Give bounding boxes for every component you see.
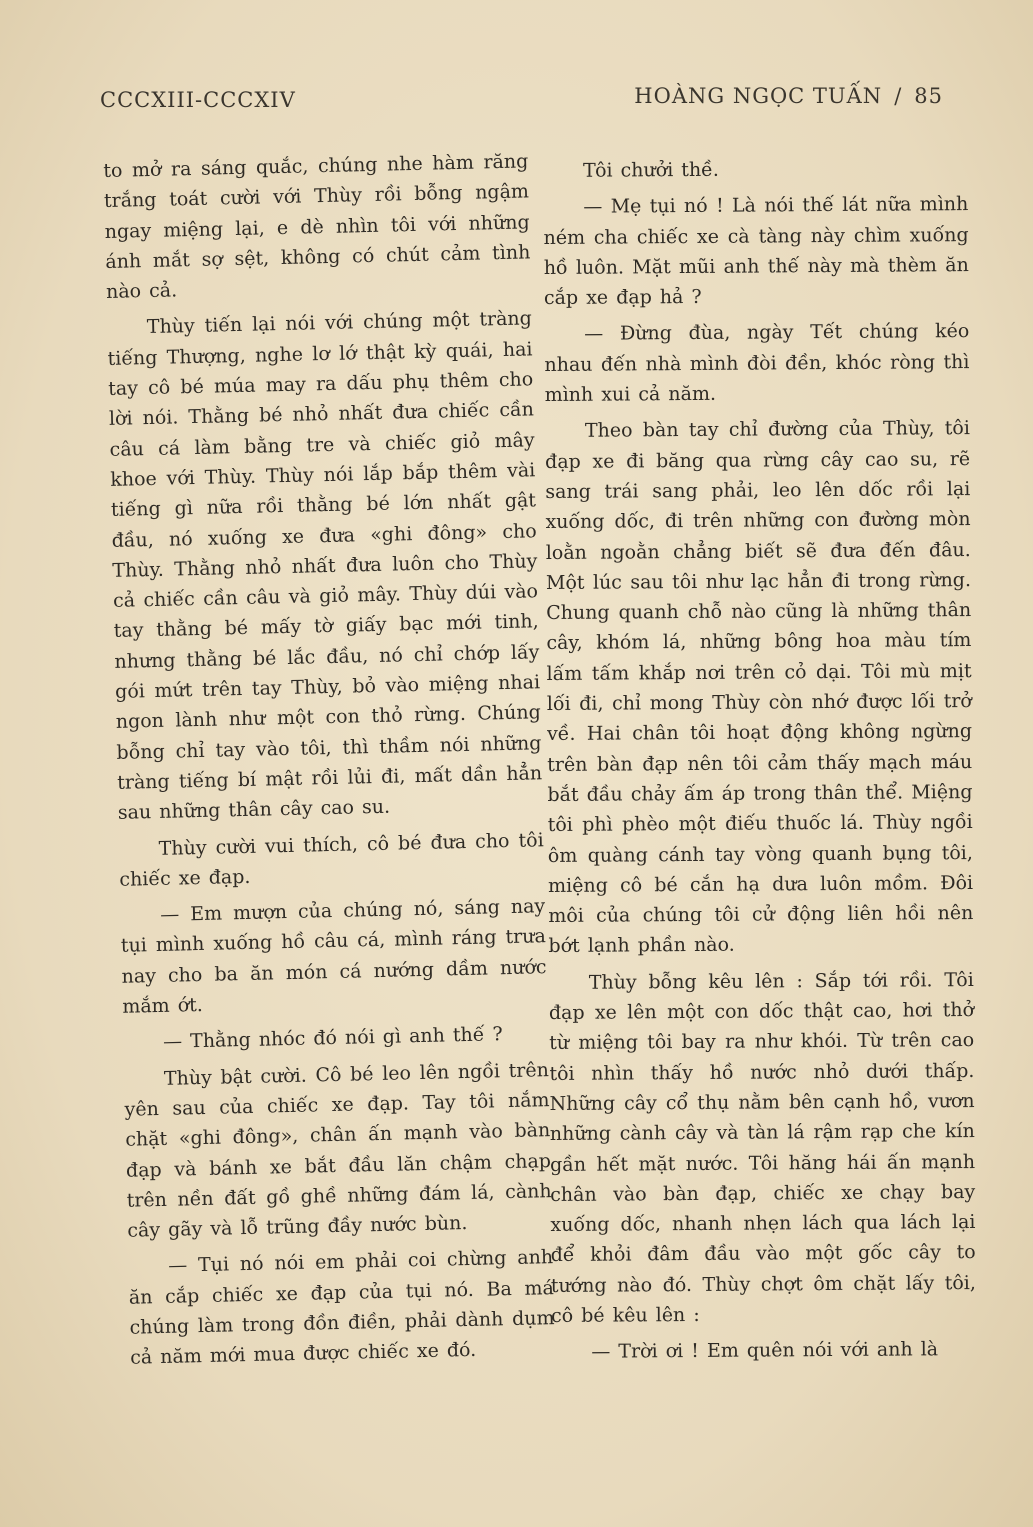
- paragraph: Thùy cười vui thích, cô bé đưa cho tôi chiếc xe đạp.: [119, 828, 544, 891]
- running-header: [100, 84, 943, 120]
- header-right: [634, 84, 943, 108]
- chapter-range: CCCXIII-CCCXIV: [100, 88, 296, 112]
- paragraph: to mở ra sáng quắc, chúng nhe hàm răng trắng toát cười với Thùy rồi bỗng ngậm ngay miệng lại, e dè nhìn tôi với những ánh mắt sợ sệt, không có chút cảm tình nào cả.: [103, 150, 531, 304]
- author-name: HOÀNG NGỌC TUẤN: [634, 84, 883, 108]
- left-column: [103, 146, 556, 1379]
- paragraph: — Đừng đùa, ngày Tết chúng kéo nhau đến nhà mình đòi đền, khóc ròng thì mình xui cả năm.: [544, 320, 970, 407]
- right-column: [543, 153, 976, 1374]
- paragraph: — Trời ơi ! Em quên nói với anh là: [591, 1338, 939, 1363]
- paragraph: — Thằng nhóc đó nói gì anh thế ?: [162, 1023, 503, 1054]
- paragraph: Thùy bật cười. Cô bé leo lên ngồi trên yên sau của chiếc xe đạp. Tay tôi nắm chặt «ghi đông», chân ấn mạnh vào bàn đạp và bánh xe bắt đầu lăn chậm chạp trên nền đất gồ ghề những đám lá, cành cây gãy và lỗ trũng đầy nước bùn.: [124, 1058, 552, 1242]
- paragraph: — Tụi nó nói em phải coi chừng anh ăn cắp chiếc xe đạp của tụi nó. Ba má chúng làm trong đồn điền, phải dành dụm cả năm mới mua được chiếc xe đó.: [128, 1246, 555, 1369]
- header-separator: /: [894, 84, 903, 108]
- paragraph: Thùy bỗng kêu lên : Sắp tới rồi. Tôi đạp xe lên một con dốc thật cao, hơi thở từ miệng tôi bay ra như khói. Từ trên cao tôi nhìn thấy hồ nước nhỏ dưới thấp. Những cây cổ thụ nằm bên cạnh hồ, vươn những cành cây và tàn lá rậm rạp che kín gần hết mặt nước. Tôi hăng hái ấn mạnh chân vào bàn đạp, chiếc xe chạy bay xuống dốc, nhanh nhẹn lách qua lách lại để khỏi đâm đầu vào một gốc cây to tướng nào đó. Thùy chợt ôm chặt lấy tôi, cô bé kêu lên :: [548, 968, 976, 1327]
- paragraph: — Mẹ tụi nó ! Là nói thế lát nữa mình ném cha chiếc xe cà tàng này chìm xuống hồ luôn. Mặt mũi anh thế này mà thèm ăn cắp xe đạp hả ?: [543, 193, 969, 310]
- paragraph: Tôi chưởi thề.: [583, 158, 719, 182]
- paragraph: Theo bàn tay chỉ đường của Thùy, tôi đạp xe đi băng qua rừng cây cao su, rẽ sang trái sang phải, leo lên dốc rồi lại xuống dốc, đi trên những con đường mòn loằn ngoằn chẳng biết sẽ đưa đến đâu. Một lúc sau tôi như lạc hẳn đi trong rừng. Chung quanh chỗ nào cũng là những thân cây, khóm lá, những bông hoa màu tím lấm tấm khắp nơi trên cỏ dại. Tôi mù mịt lối đi, chỉ mong Thùy còn nhớ được lối trở về. Hai chân tôi hoạt động không ngừng trên bàn đạp nên tôi cảm thấy mạch máu bắt đầu chảy ấm áp trong thân thể. Miệng tôi phì phèo một điếu thuốc lá. Thùy ngồi ôm quàng cánh tay vòng quanh bụng tôi, miệng cô bé cắn hạ dưa luôn mồm. Đôi môi của chúng tôi cử động liên hồi nên bớt lạnh phần nào.: [545, 417, 974, 958]
- page-number: 85: [914, 84, 943, 108]
- paragraph: — Em mượn của chúng nó, sáng nay tụi mình xuống hồ câu cá, mình ráng trưa nay cho ba ăn món cá nướng dầm nước mắm ớt.: [120, 895, 547, 1018]
- paragraph: Thùy tiến lại nói với chúng một tràng tiếng Thượng, nghe lơ lớ thật kỳ quái, hai tay cô bé múa may ra dấu phụ thêm cho lời nói. Thằng bé nhỏ nhất đưa chiếc cần câu cá làm bằng tre và chiếc giỏ mây khoe với Thùy. Thùy nói lắp bắp thêm vài tiếng gì nữa rồi thằng bé lớn nhất gật đầu, nó xuống xe đưa «ghi đông» cho Thùy. Thằng nhỏ nhất đưa luôn cho Thùy cả chiếc cần câu và giỏ mây. Thùy dúi vào tay thằng bé mấy tờ giấy bạc mới tinh, nhưng thằng bé lắc đầu, nó chỉ chớp lấy gói mứt trên tay Thùy, bỏ vào miệng nhai ngon lành như một con thỏ rừng. Chúng bỗng chỉ tay vào tôi, thì thầm nói những tràng tiếng bí mật rồi lủi đi, mất dần hẳn sau những thân cây cao su.: [107, 307, 543, 825]
